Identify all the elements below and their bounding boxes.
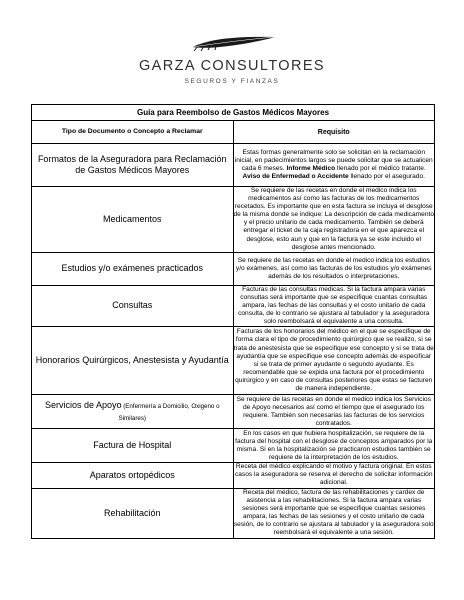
concept-subtext: (Enfermería a Domicilio, Oxigeno o Similares): [118, 402, 220, 422]
concept-cell: [32, 395, 234, 429]
requirement-text: llenado por el médico tratante.: [335, 165, 426, 172]
company-name: GARZA CONSULTORES: [138, 58, 326, 74]
requirement-text: Estas formas generalmente solo se solicitan en la reclamación inicial, en padecimientos largos se puede solicitar que se actualicen cada 6 meses.: [234, 148, 433, 172]
table-row: [32, 144, 435, 187]
requirement-text: llenado por el asegurado.: [348, 173, 425, 181]
table-row: [32, 463, 435, 488]
requirement-cell: Receta del médico, factura de las rehabilitaciones y cardex de asistencia a las rehabilitaciones. Si la factura ampara varias sesiones será importante que se especifique cuantas sesiones ampara, las fechas de las sesiones y el costo unitario de cada sesión, de lo contrario se ajustara al tabulador y la aseguradora solo reembolsará el equivalente a una sesión.: [233, 488, 434, 537]
requirement-cell: Facturas de los honorarios del médico en el que se especifique de forma clara el tipo de procedimiento quirúrgico que se realizo, si se trata de anestesista que se especifique ese concepto y si se trata de ayudantía que se especifique ese concepto además de especificar si se trata de primer ayudante o segundo ayudante. Es recomendable que se expida una factura por el procedimiento quirúrgico y en caso de consultas posteriores que estas se facturen de manera independiente.: [233, 327, 435, 395]
table-row: [32, 327, 435, 395]
company-tagline: SEGUROS Y FIANZAS: [184, 78, 280, 85]
column-header-requirement: Requisito: [233, 121, 435, 144]
requirement-cell: Facturas de las consultas medicas. Si la factura ampara varias consultas será importante que se especifique cuantas consultas ampara, las fechas de las consultas y el costo unitario de cada consulta, de lo contrario se ajustara al tabulador y la aseguradora solo reembolsará el equivalente a una consulta.: [233, 285, 435, 326]
concept-cell: Factura de Hospital: [32, 429, 234, 463]
requirement-bold-text: Aviso de Enfermedad o Accidente: [242, 173, 349, 181]
table-row: [32, 187, 435, 253]
concept-cell: Formatos de la Aseguradora para Reclamación de Gastos Médicos Mayores: [32, 144, 234, 187]
requirement-cell: En los casos en que hubiera hospitalización, se requiere de la factura del hospital con el desglose de conceptos amparados por la misma. Si en la hospitalización se practicaron estudios también se requiere de la interpretación de los estudios.: [233, 429, 435, 463]
concept-cell: Medicamentos: [32, 187, 234, 253]
requirement-cell: Se requiere de las recetas en donde el medico indica los Servicios de Apoyo necesarios así como el tiempo que el asegurado los requiere. También son necesarias las facturas de los servicios contratados.: [233, 395, 435, 429]
table-row: [32, 488, 435, 538]
table-row: [32, 285, 435, 326]
table-row: [32, 429, 435, 463]
table-title: Guía para Reembolso de Gastos Médicos Mayores: [32, 105, 435, 121]
requirement-bold-text: Informe Médico: [286, 165, 336, 172]
table-row: [32, 395, 435, 429]
column-header-concept: Tipo de Documento o Concepto a Reclamar: [32, 121, 234, 144]
requirement-cell: Se requiere de las recetas en donde el medico indica los medicamentos así como las facturas de los medicamentos recetados. Es importante que en esta factura se incluya el desglose de la misma donde se indique: La descripción de cada medicamento y el precio unitario de cada medicamento. También se deberá entregar el ticket de la caja registradora en el que aparezca el desglose, esto aun y que en la factura ya se este incluido el desglose antes mencionado.: [233, 187, 434, 251]
concept-cell: Consultas: [32, 285, 234, 326]
requirement-cell: Receta del médico explicando el motivo y factura original. En estos casos la aseguradora se reserva el derecho de solicitar información adicional.: [234, 463, 433, 487]
reimbursement-guide-table: [31, 104, 435, 539]
concept-cell: Honorarios Quirúrgicos, Anestesista y Ayudantía: [32, 327, 234, 395]
requirement-cell: Se requiere de las recetas en donde el medico indica los estudios y/o exámenes, así como las facturas de los estudios y/o exámenes además de los resultados o interpretaciones.: [233, 252, 435, 285]
concept-cell: Estudios y/o exámenes practicados: [32, 252, 234, 285]
concept-cell: Aparatos ortopédicos: [32, 463, 234, 488]
feather-icon: [190, 33, 278, 55]
company-header: [0, 0, 464, 100]
table-row: [32, 252, 435, 285]
concept-text: Servicios de Apoyo: [44, 399, 122, 410]
concept-cell: Rehabilitación: [32, 488, 234, 538]
requirement-cell: [233, 144, 435, 187]
